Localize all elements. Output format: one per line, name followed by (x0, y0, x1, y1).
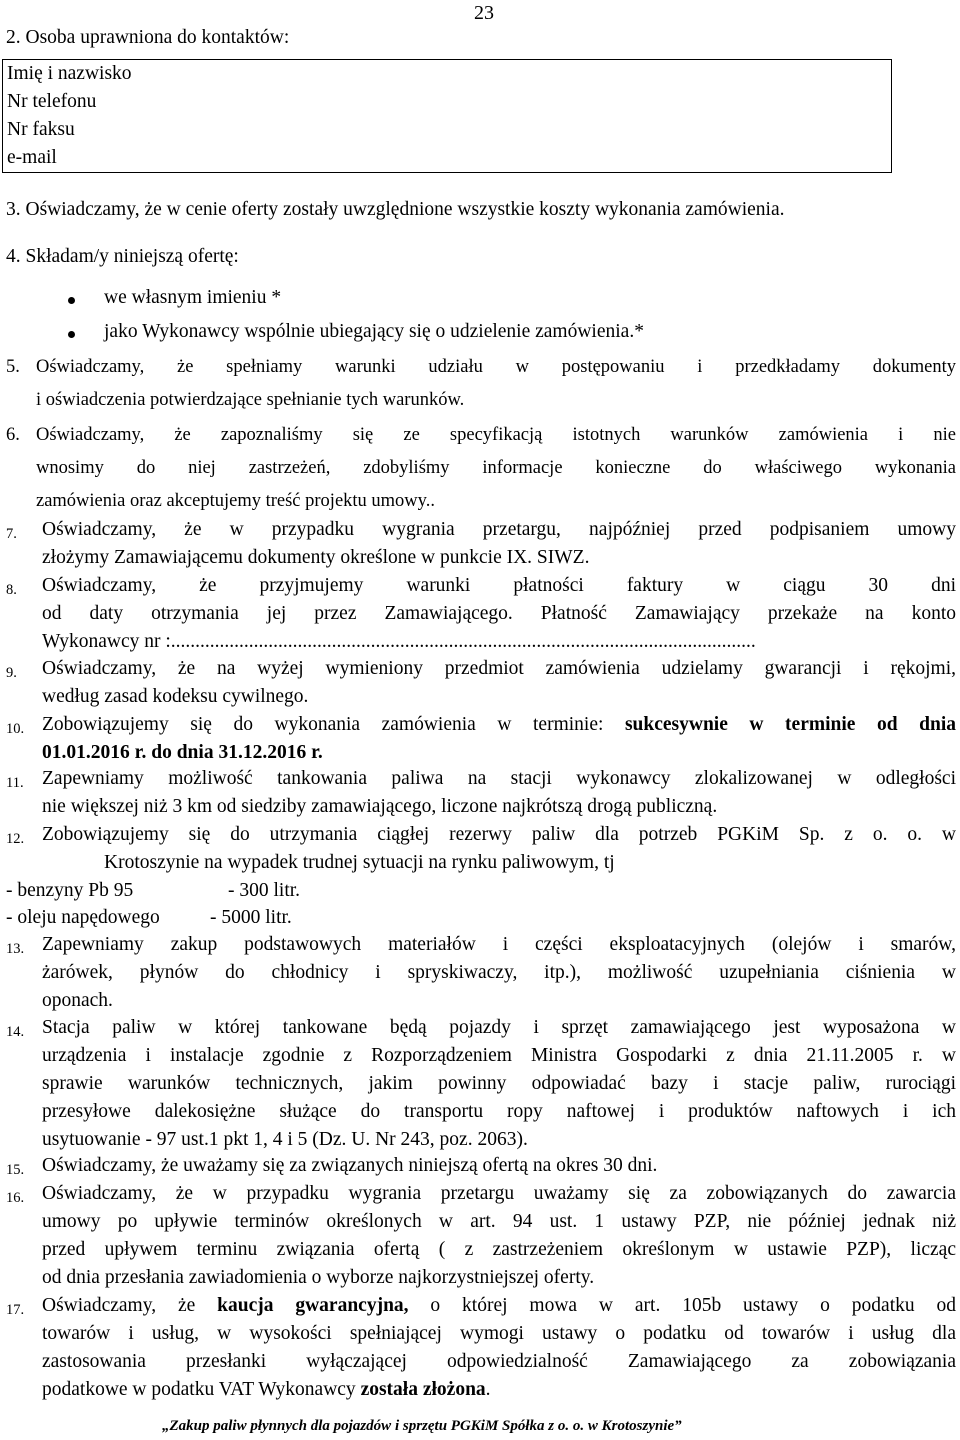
point-5-line-1: Oświadczamy, że spełniamy warunki udziału w postępowaniu i przedkładamy dokumenty (36, 357, 956, 377)
field-phone: Nr telefonu (7, 91, 97, 112)
point-14-line-4: przesyłowe dalekosiężne służące do transportu ropy naftowej i produktów naftowych i ich (42, 1101, 956, 1122)
point-12-line-2: Krotoszynie na wypadek trudnej sytuacji na rynku paliwowym, tj (104, 852, 615, 873)
point-5-number: 5. (6, 357, 20, 377)
point-14-number: 14. (6, 1024, 25, 1040)
point-8-line-3: Wykonawcy nr :........................................................................................................................ (42, 631, 756, 652)
point-13-number: 13. (6, 941, 25, 957)
point-4-option-2: jako Wykonawcy wspólnie ubiegający się o udzielenie zamówienia.* (104, 321, 644, 342)
section-2-label: 2. Osoba uprawniona do kontaktów: (6, 27, 290, 48)
bullet-icon (68, 297, 75, 304)
point-10-number: 10. (6, 721, 25, 737)
point-11-number: 11. (6, 775, 24, 791)
reserve-petrol-amount: - 300 litr. (228, 880, 301, 901)
point-10-term-start: sukcesywnie w terminie od dnia (624, 714, 956, 735)
point-10-text: Zobowiązujemy się do wykonania zamówienia w terminie: (42, 714, 625, 735)
point-13-line-3: oponach. (42, 990, 113, 1011)
point-12-line-1: Zobowiązujemy się do utrzymania ciągłej rezerwy paliw dla potrzeb PGKiM Sp. z o. o. w (42, 824, 956, 845)
point-15-line-1: Oświadczamy, że uważamy się za związanych niniejszą ofertą na okres 30 dni. (42, 1155, 658, 1176)
point-17-line-2: towarów i usług, w wysokości spełniającej wymogi ustawy o podatku od towarów i usług dla (42, 1323, 956, 1344)
point-7-line-2: złożymy Zamawiającemu dokumenty określone w punkcie IX. SIWZ. (42, 547, 590, 568)
point-17-number: 17. (6, 1302, 25, 1318)
page-number: 23 (474, 2, 494, 24)
footer-title: „Zakup paliw płynnych dla pojazdów i sprzętu PGKiM Spółka z o. o. w Krotoszynie” (162, 1418, 682, 1434)
point-6-line-3: zamówienia oraz akceptujemy treść projektu umowy.. (36, 491, 435, 511)
point-13-line-2: żarówek, płynów do chłodnicy i spryskiwaczy, itp.), możliwość uzupełniania ciśnienia w (42, 962, 956, 983)
point-14-line-1: Stacja paliw w której tankowane będą pojazdy i sprzęt zamawiającego jest wyposażona w (42, 1017, 956, 1038)
point-17-line-3: zastosowania przesłanki wyłączającej odpowiedzialność Zamawiającego za zobowiązania (42, 1351, 956, 1372)
point-9-line-2: według zasad kodeksu cywilnego. (42, 686, 309, 707)
point-17-text-c: podatkowe w podatku VAT Wykonawcy (42, 1379, 361, 1400)
point-14-line-5: usytuowanie - 97 ust.1 pkt 1, 4 i 5 (Dz. U. Nr 243, poz. 2063). (42, 1129, 528, 1150)
field-name: Imię i nazwisko (7, 63, 132, 84)
point-16-line-1: Oświadczamy, że w przypadku wygrania przetargu uważamy się za zobowiązanych do zawarcia (42, 1183, 956, 1204)
point-8-line-1: Oświadczamy, że przyjmujemy warunki płatności faktury w ciągu 30 dni (42, 575, 956, 596)
point-5-line-2: i oświadczenia potwierdzające spełnianie tych warunków. (36, 390, 465, 410)
field-fax: Nr faksu (7, 119, 75, 140)
point-8-number: 8. (6, 582, 17, 598)
point-8-line-2: od daty otrzymania jej przez Zamawiającego. Płatność Zamawiający przekaże na konto (42, 603, 956, 624)
point-9-line-1: Oświadczamy, że na wyżej wymieniony przedmiot zamówienia udzielamy gwarancji i rękojmi, (42, 658, 956, 679)
point-17-text-a: Oświadczamy, że (42, 1295, 218, 1316)
point-16-line-4: od dnia przesłania zawiadomienia o wyborze najkorzystniejszej oferty. (42, 1267, 595, 1288)
point-17-line-1 (42, 1295, 956, 1317)
point-6-number: 6. (6, 425, 20, 445)
point-16-number: 16. (6, 1190, 25, 1206)
point-11-line-1: Zapewniamy możliwość tankowania paliwa na stacji wykonawcy zlokalizowanej w odległości (42, 768, 956, 789)
point-12-number: 12. (6, 831, 25, 847)
point-4-option-1: we własnym imieniu * (104, 287, 282, 308)
point-9-number: 9. (6, 665, 17, 681)
reserve-petrol-label: - benzyny Pb 95 (6, 880, 134, 901)
field-email: e-mail (7, 147, 57, 168)
point-14-line-3: sprawie warunków technicznych, jakim powinny odpowiadać bazy i stacje paliw, rurociągi (42, 1073, 956, 1094)
reserve-diesel-amount: - 5000 litr. (210, 907, 292, 928)
point-14-line-2: urządzenia i instalacje zgodnie z Rozporządzeniem Ministra Gospodarki z dnia 21.11.2005 r. w (42, 1045, 956, 1066)
point-10-line-1 (42, 714, 956, 736)
point-17-bold-status: została złożona (360, 1379, 486, 1400)
point-17-bold-term: kaucja gwarancyjna, (217, 1295, 409, 1316)
point-6-line-2: wnosimy do niej zastrzeżeń, zdobyliśmy informacje konieczne do właściwego wykonania (36, 458, 956, 478)
bullet-icon (68, 331, 75, 338)
point-4-label: 4. Składam/y niniejszą ofertę: (6, 246, 239, 267)
contact-fields-cell (3, 60, 892, 173)
point-13-line-1: Zapewniamy zakup podstawowych materiałów i części eksploatacyjnych (olejów i smarów, (42, 934, 956, 955)
point-15-number: 15. (6, 1162, 25, 1178)
point-10-line-2: 01.01.2016 r. do dnia 31.12.2016 r. (42, 742, 323, 763)
contact-table (2, 59, 892, 173)
point-16-line-2: umowy po upływie terminów określonych w art. 94 ust. 1 ustawy PZP, nie później jednak niż (42, 1211, 956, 1232)
point-11-line-2: nie większej niż 3 km od siedziby zamawiającego, liczone najkrótszą drogą publiczną. (42, 796, 718, 817)
point-17-period: . (485, 1379, 491, 1400)
point-17-line-4 (42, 1379, 491, 1401)
point-7-line-1: Oświadczamy, że w przypadku wygrania przetargu, najpóźniej przed podpisaniem umowy (42, 519, 956, 540)
point-7-number: 7. (6, 526, 17, 542)
point-3: 3. Oświadczamy, że w cenie oferty zostały uwzględnione wszystkie koszty wykonania zamówienia. (6, 199, 785, 220)
reserve-diesel-label: - oleju napędowego (6, 907, 160, 928)
point-17-text-b: o której mowa w art. 105b ustawy o podatku od (408, 1295, 956, 1316)
point-16-line-3: przed upływem terminu związania ofertą ( z zastrzeżeniem określonym w ustawie PZP), licząc (42, 1239, 956, 1260)
point-6-line-1: Oświadczamy, że zapoznaliśmy się ze specyfikacją istotnych warunków zamówienia i nie (36, 425, 956, 445)
